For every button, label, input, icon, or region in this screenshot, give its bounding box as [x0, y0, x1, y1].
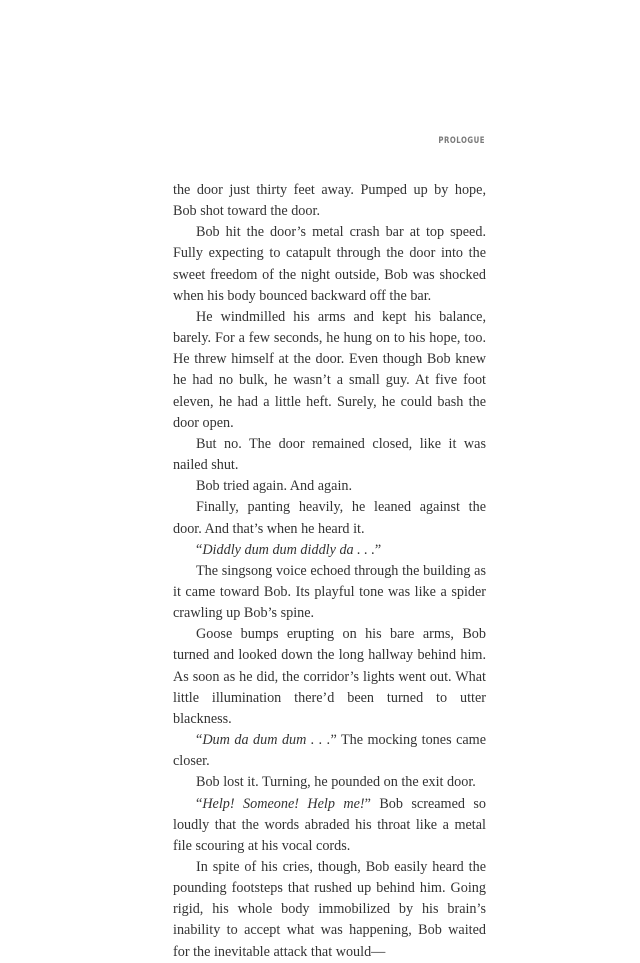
italic-text-segment: Diddly dum dum diddly da . . . — [202, 541, 375, 558]
paragraph — [173, 561, 486, 624]
text-segment: Goose bumps erupting on his bare arms, Bob turned and looked down the long hallway behind him. As soon as he did, the corridor’s lights went out. What little illumination there’d been turned to utter blackness. — [173, 626, 486, 727]
text-segment: “ — [196, 795, 203, 812]
paragraph — [173, 730, 486, 772]
text-segment: The singsong voice echoed through the building as it came toward Bob. Its playful tone was like a spider crawling up Bob’s spine. — [173, 562, 486, 622]
body-text — [173, 180, 486, 963]
paragraph — [173, 624, 486, 730]
text-segment: Finally, panting heavily, he leaned against the door. And that’s when he heard it. — [173, 499, 486, 537]
text-segment: “ — [196, 541, 203, 558]
text-segment: ” The mocking tones came closer. — [173, 732, 487, 770]
text-segment: Bob tried again. And again. — [196, 478, 353, 495]
text-segment: ” — [374, 541, 382, 558]
paragraph — [173, 434, 486, 476]
text-segment: But no. The door remained closed, like it was nailed shut. — [173, 435, 486, 474]
paragraph — [173, 772, 486, 793]
text-segment: the door just thirty feet away. Pumped up by hope, Bob shot toward the door. — [173, 182, 486, 220]
text-segment: Bob hit the door’s metal crash bar at top speed. Fully expecting to catapult through the door into the sweet freedom of the night outside, Bob was shocked when his body bounced backward off the bar. — [173, 224, 486, 304]
text-segment: ” Bob screamed so loudly that the words abraded his throat like a metal file scouring at his vocal cords. — [173, 795, 486, 854]
text-segment: “ — [196, 732, 203, 749]
text-segment: He windmilled his arms and kept his balance, barely. For a few seconds, he hung on to his hope, too. He threw himself at the door. Even though Bob knew he had no bulk, he wasn’t a small guy. At five foot eleven, he had a little heft. Surely, he could bash the door open. — [173, 308, 486, 431]
paragraph — [173, 476, 486, 497]
paragraph — [173, 497, 486, 539]
text-segment: Bob lost it. Turning, he pounded on the exit door. — [196, 774, 476, 791]
italic-text-segment: Dum da dum dum . . . — [202, 732, 331, 749]
paragraph — [173, 857, 486, 963]
paragraph — [173, 307, 486, 434]
text-segment: In spite of his cries, though, Bob easily heard the pounding footsteps that rushed up behind him. Going rigid, his whole body immobilized by his brain’s inability to accept what was happening, Bob waited for the inevitable attack that would— — [173, 859, 486, 960]
paragraph — [173, 794, 486, 857]
paragraph — [173, 180, 486, 222]
running-head: PROLOGUE — [438, 136, 485, 146]
paragraph — [173, 222, 486, 307]
italic-text-segment: Help! Someone! Help me! — [202, 795, 365, 812]
paragraph — [173, 540, 486, 561]
